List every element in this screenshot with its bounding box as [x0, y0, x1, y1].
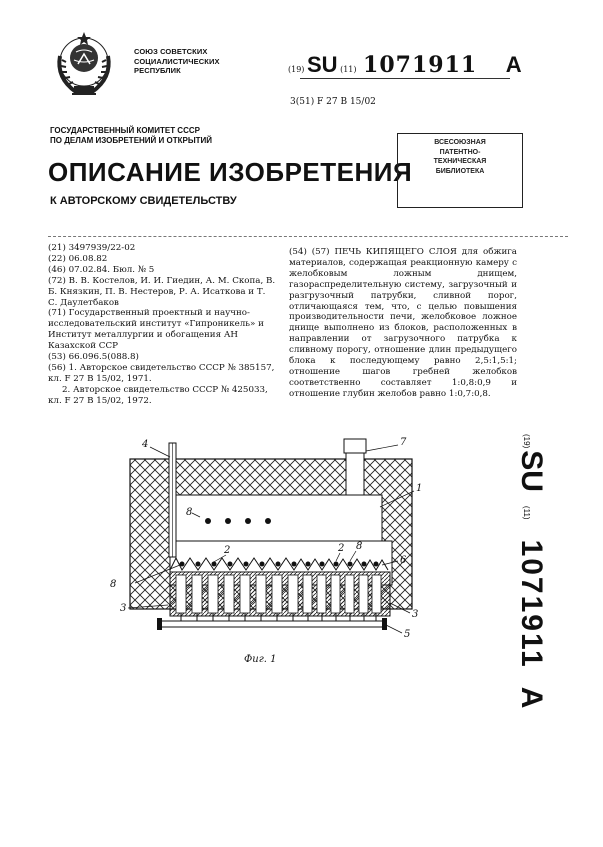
document-subtitle: К АВТОРСКОМУ СВИДЕТЕЛЬСТВУ [50, 195, 237, 207]
biblio-field: (56) 1. Авторское свидетельство СССР № 385157, кл. F 27 B 15/02, 1971. [48, 362, 275, 384]
side-kind: A [515, 686, 548, 709]
label-3-left: 3 [120, 603, 127, 614]
side-patent-label [514, 432, 548, 708]
biblio-field: (46) 07.02.84. Бюл. № 5 [48, 264, 155, 275]
label-2-left: 2 [224, 545, 231, 556]
pub-code-prefix: (19) [288, 65, 305, 74]
label-6: 6 [400, 555, 407, 566]
library-stamp-text [405, 138, 515, 176]
biblio-field: (72) В. В. Костелов, И. И. Гиедин, А. М. Скопа, В. Б. Князкин, П. В. Нестеров, Р. А. Исаткова и Т. С. Даулетбаков [48, 275, 276, 308]
stamp-line: ВСЕСОЮЗНАЯ [434, 139, 486, 146]
organization-name [134, 47, 220, 76]
figure-furnace [100, 425, 430, 655]
committee-line: ГОСУДАРСТВЕННЫЙ КОМИТЕТ СССР [50, 126, 200, 135]
org-line: СОЮЗ СОВЕТСКИХ [134, 47, 208, 56]
label-8-top: 8 [186, 507, 193, 518]
figure-caption: Фиг. 1 [244, 654, 277, 665]
stamp-line: БИБЛИОТЕКА [435, 167, 485, 175]
reaction-chamber [176, 495, 382, 541]
label-3-right: 3 [412, 609, 419, 620]
label-8-right: 8 [356, 541, 363, 552]
biblio-field: (22) 06.08.82 [48, 253, 108, 264]
bottom-pipe [160, 621, 385, 627]
patent-number: 1071911 [363, 52, 478, 78]
biblio-field: (53) 66.096.5(088.8) [48, 352, 139, 363]
org-line: СОЦИАЛИСТИЧЕСКИХ [134, 56, 220, 66]
committee [50, 126, 212, 146]
label-7: 7 [400, 437, 407, 448]
org-line: РЕСПУБЛИК [134, 66, 181, 75]
side-number: 1071911 [515, 539, 548, 669]
label-4: 4 [142, 439, 149, 450]
side-mid: (11) [521, 505, 531, 520]
document-title: ОПИСАНИЕ ИЗОБРЕТЕНИЯ [48, 157, 413, 187]
side-country-code: SU [515, 450, 548, 492]
ipc-classification: 3(51) F 27 B 15/02 [290, 97, 376, 107]
biblio-field: 2. Авторское свидетельство СССР № 425033, кл. F 27 B 15/02, 1972. [48, 384, 268, 406]
committee-line: ПО ДЕЛАМ ИЗОБРЕТЕНИЙ И ОТКРЫТИЙ [50, 136, 213, 145]
bibliographic-data [48, 243, 276, 407]
abstract [289, 247, 517, 400]
pub-code-mid: (11) [340, 65, 357, 74]
publication-number [288, 52, 522, 78]
side-prefix: (19) [521, 434, 531, 449]
pubno-underline [300, 78, 510, 79]
label-5: 5 [404, 629, 411, 640]
state-emblem [50, 28, 118, 100]
kind-code: A [505, 52, 522, 77]
biblio-field: (21) 3497939/22-02 [48, 243, 136, 253]
outlet-pipe [346, 453, 364, 495]
furnace-drawing [100, 425, 430, 655]
label-1: 1 [416, 483, 423, 494]
label-8-left: 8 [110, 579, 117, 590]
stamp-line: ТЕХНИЧЕСКАЯ [433, 158, 487, 165]
stamp-line: ПАТЕНТНО- [439, 148, 481, 156]
country-code: SU [306, 52, 338, 77]
label-2-right: 2 [338, 543, 345, 554]
biblio-field: (71) Государственный проектный и научно-исследовательский институт «Гипроникель» и Институт металлургии и обогащения АН Казахской ССР [48, 308, 264, 352]
abstract-text: (54) (57) ПЕЧЬ КИПЯЩЕГО СЛОЯ для обжига материалов, содержащая реакционную камеру с желобковым ложным днищем, газораспределительную систему, загрузочный и разгрузочный патрубки, сливной порог, отличающаяся тем, что, с целью повышения производительности печи, желобковое ложное днище выполнено из блоков, расположенных в направлении от загрузочного патрубка к сливному порогу, отношение длин предыдущего блока к последующему равно 2,5:1,5:1; отношение шагов гребней желобков соответственно составляет 1:0,8:0,9 и отношение глубин желобов равно 1:0,7:0,8. [289, 247, 517, 399]
divider [48, 236, 568, 237]
